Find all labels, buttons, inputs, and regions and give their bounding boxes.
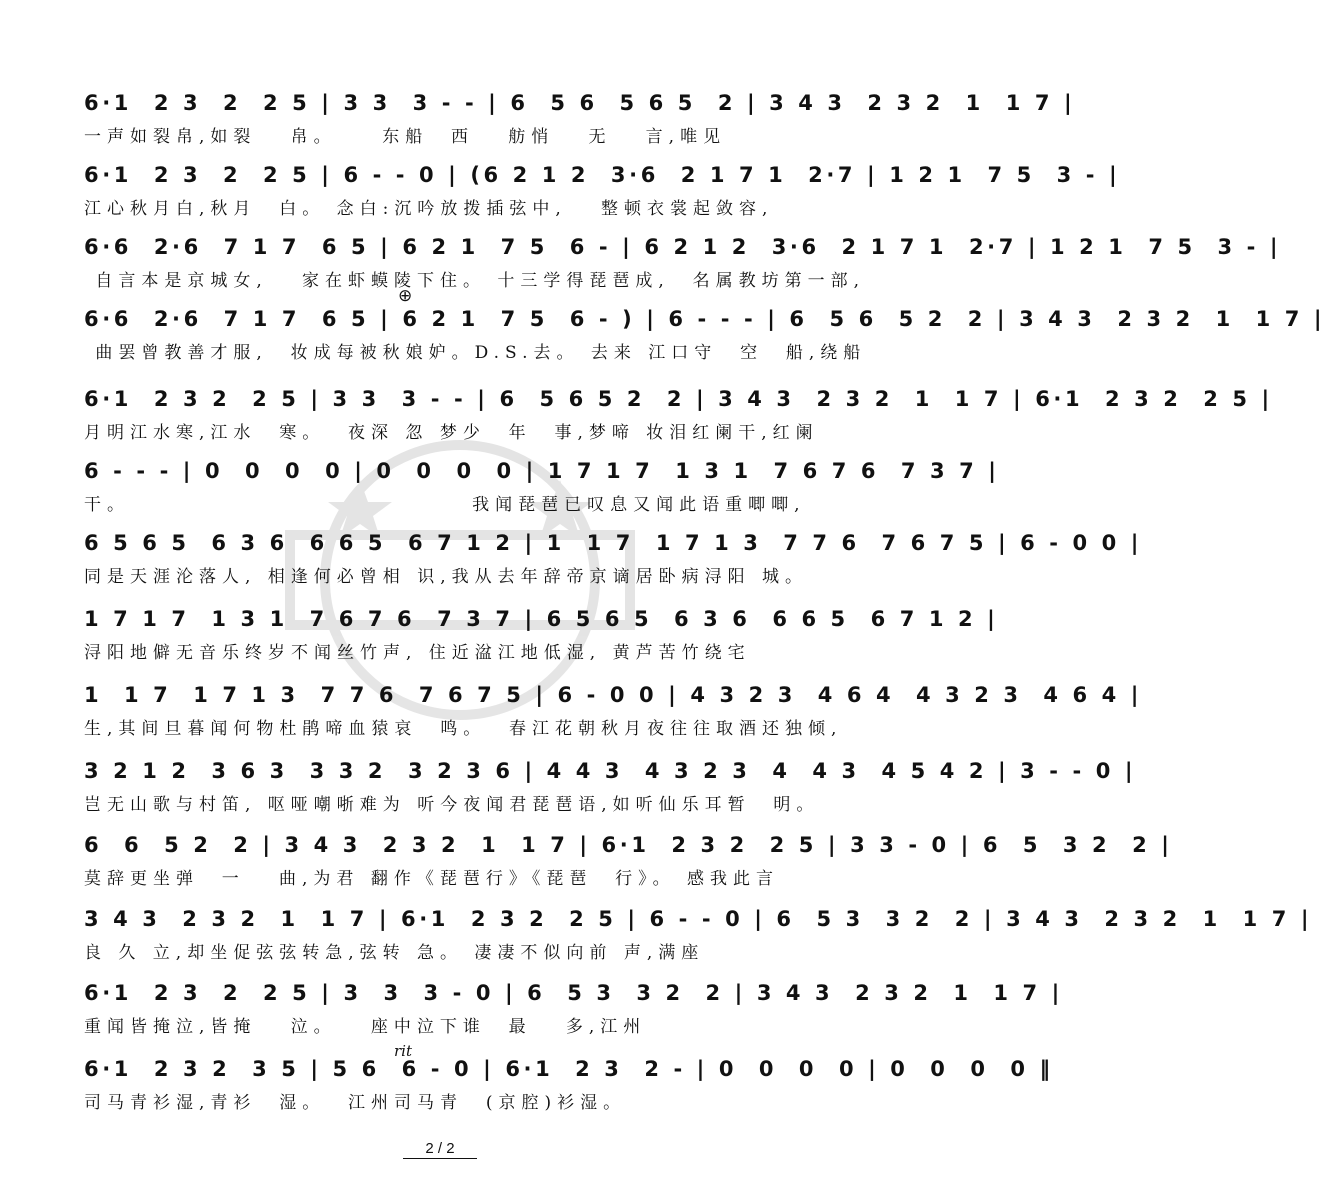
system-5 [84, 384, 1273, 444]
system-7 [84, 528, 1143, 588]
system-3 [84, 232, 1282, 292]
lyric-line: 莫辞更坐弹 一 曲,为君 翻作《琵琶行》《琵琶 行》。 感我此言 [84, 869, 780, 889]
notation-line: 6·6 2·6 7 1 7 6 5 | 6 2 1 7 5 6 - ) | 6 - - - | 6 5 6 5 2 2 | 3 4 3 2 3 2 1 1 7 | [84, 307, 1325, 331]
system-1 [84, 88, 1076, 148]
system-14 [84, 1054, 1054, 1114]
ritardando-mark: rit [394, 1042, 412, 1060]
lyric-line: 一声如裂帛,如裂 帛。 东船 西 舫悄 无 言,唯见 [84, 127, 727, 147]
notation-line: 6 5 6 5 6 3 6 6 6 5 6 7 1 2 | 1 1 7 1 7 1 3 7 7 6 7 6 7 5 | 6 - 0 0 | [84, 531, 1143, 555]
lyric-line: 重闻皆掩泣,皆掩 泣。 座中泣下谁 最 多,江州 [84, 1017, 647, 1037]
notation-line: 6·6 2·6 7 1 7 6 5 | 6 2 1 7 5 6 - | 6 2 1 2 3·6 2 1 7 1 2·7 | 1 2 1 7 5 3 - | [84, 235, 1282, 259]
lyric-line: 干。 我闻琵琶已叹息又闻此语重唧唧, [84, 495, 806, 515]
lyric-line: 江心秋月白,秋月 白。 念白:沉吟放拨插弦中, 整顿衣裳起敛容, [84, 199, 774, 219]
lyric-line: 同是天涯沦落人, 相逢何必曾相 识,我从去年辞帝京谪居卧病浔阳 城。 [84, 567, 809, 587]
system-6 [84, 456, 1000, 516]
notation-line: 6 - - - | 0 0 0 0 | 0 0 0 0 | 1 7 1 7 1 3 1 7 6 7 6 7 3 7 | [84, 459, 1000, 483]
lyric-line: 良 久 立,却坐促弦弦转急,弦转 急。 凄凄不似向前 声,满座 [84, 943, 705, 963]
system-13 [84, 978, 1063, 1038]
notation-line: 6·1 2 3 2 3 5 | 5 6 6 - 0 | 6·1 2 3 2 - | 0 0 0 0 | 0 0 0 0 ‖ [84, 1057, 1054, 1081]
notation-line: 6·1 2 3 2 2 5 | 6 - - 0 | (6 2 1 2 3·6 2 1 7 1 2·7 | 1 2 1 7 5 3 - | [84, 163, 1121, 187]
notation-line: 3 4 3 2 3 2 1 1 7 | 6·1 2 3 2 2 5 | 6 - - 0 | 6 5 3 3 2 2 | 3 4 3 2 3 2 1 1 7 | [84, 907, 1313, 931]
lyric-line: 司马青衫湿,青衫 湿。 江州司马青 (京腔)衫湿。 [84, 1093, 627, 1113]
page-footer [0, 1140, 880, 1159]
lyric-line: 曲罢曾教善才服, 妆成每被秋娘妒。D.S.去。 去来 江口守 空 船,绕船 [84, 343, 867, 363]
notation-line: 6·1 2 3 2 2 5 | 3 3 3 - - | 6 5 6 5 2 2 | 3 4 3 2 3 2 1 1 7 | 6·1 2 3 2 2 5 | [84, 387, 1273, 411]
lyric-line: 月明江水寒,江水 寒。 夜深 忽 梦少 年 事,梦啼 妆泪红阑干,红阑 [84, 423, 819, 443]
lyric-line: 浔阳地僻无音乐终岁不闻丝竹声, 住近湓江地低湿, 黄芦苦竹绕宅 [84, 643, 751, 663]
system-9 [84, 680, 1143, 740]
system-10 [84, 756, 1137, 816]
system-12 [84, 904, 1313, 964]
lyric-line: 自言本是京城女, 家在虾蟆陵下住。 十三学得琵琶成, 名属教坊第一部, [84, 271, 866, 291]
notation-line: 1 1 7 1 7 1 3 7 7 6 7 6 7 5 | 6 - 0 0 | 4 3 2 3 4 6 4 4 3 2 3 4 6 4 | [84, 683, 1143, 707]
page-number: 2 / 2 [403, 1140, 476, 1159]
lyric-line: 岂无山歌与村笛, 呕哑嘲哳难为 听今夜闻君琵琶语,如听仙乐耳暂 明。 [84, 795, 820, 815]
system-2 [84, 160, 1121, 220]
notation-line: 6 6 5 2 2 | 3 4 3 2 3 2 1 1 7 | 6·1 2 3 2 2 5 | 3 3 - 0 | 6 5 3 2 2 | [84, 833, 1173, 857]
notation-line: 6·1 2 3 2 2 5 | 3 3 3 - - | 6 5 6 5 6 5 2 | 3 4 3 2 3 2 1 1 7 | [84, 91, 1076, 115]
lyric-line: 生,其间旦暮闻何物杜鹃啼血猿哀 鸣。 春江花朝秋月夜往往取酒还独倾, [84, 719, 843, 739]
notation-line: 6·1 2 3 2 2 5 | 3 3 3 - 0 | 6 5 3 3 2 2 | 3 4 3 2 3 2 1 1 7 | [84, 981, 1063, 1005]
notation-line: 1 7 1 7 1 3 1 7 6 7 6 7 3 7 | 6 5 6 5 6 3 6 6 6 5 6 7 1 2 | [84, 607, 999, 631]
system-4 [84, 304, 1325, 364]
system-11 [84, 830, 1173, 890]
system-8 [84, 604, 999, 664]
segno-mark: ⊕ [398, 286, 413, 306]
notation-line: 3 2 1 2 3 6 3 3 3 2 3 2 3 6 | 4 4 3 4 3 2 3 4 4 3 4 5 4 2 | 3 - - 0 | [84, 759, 1137, 783]
